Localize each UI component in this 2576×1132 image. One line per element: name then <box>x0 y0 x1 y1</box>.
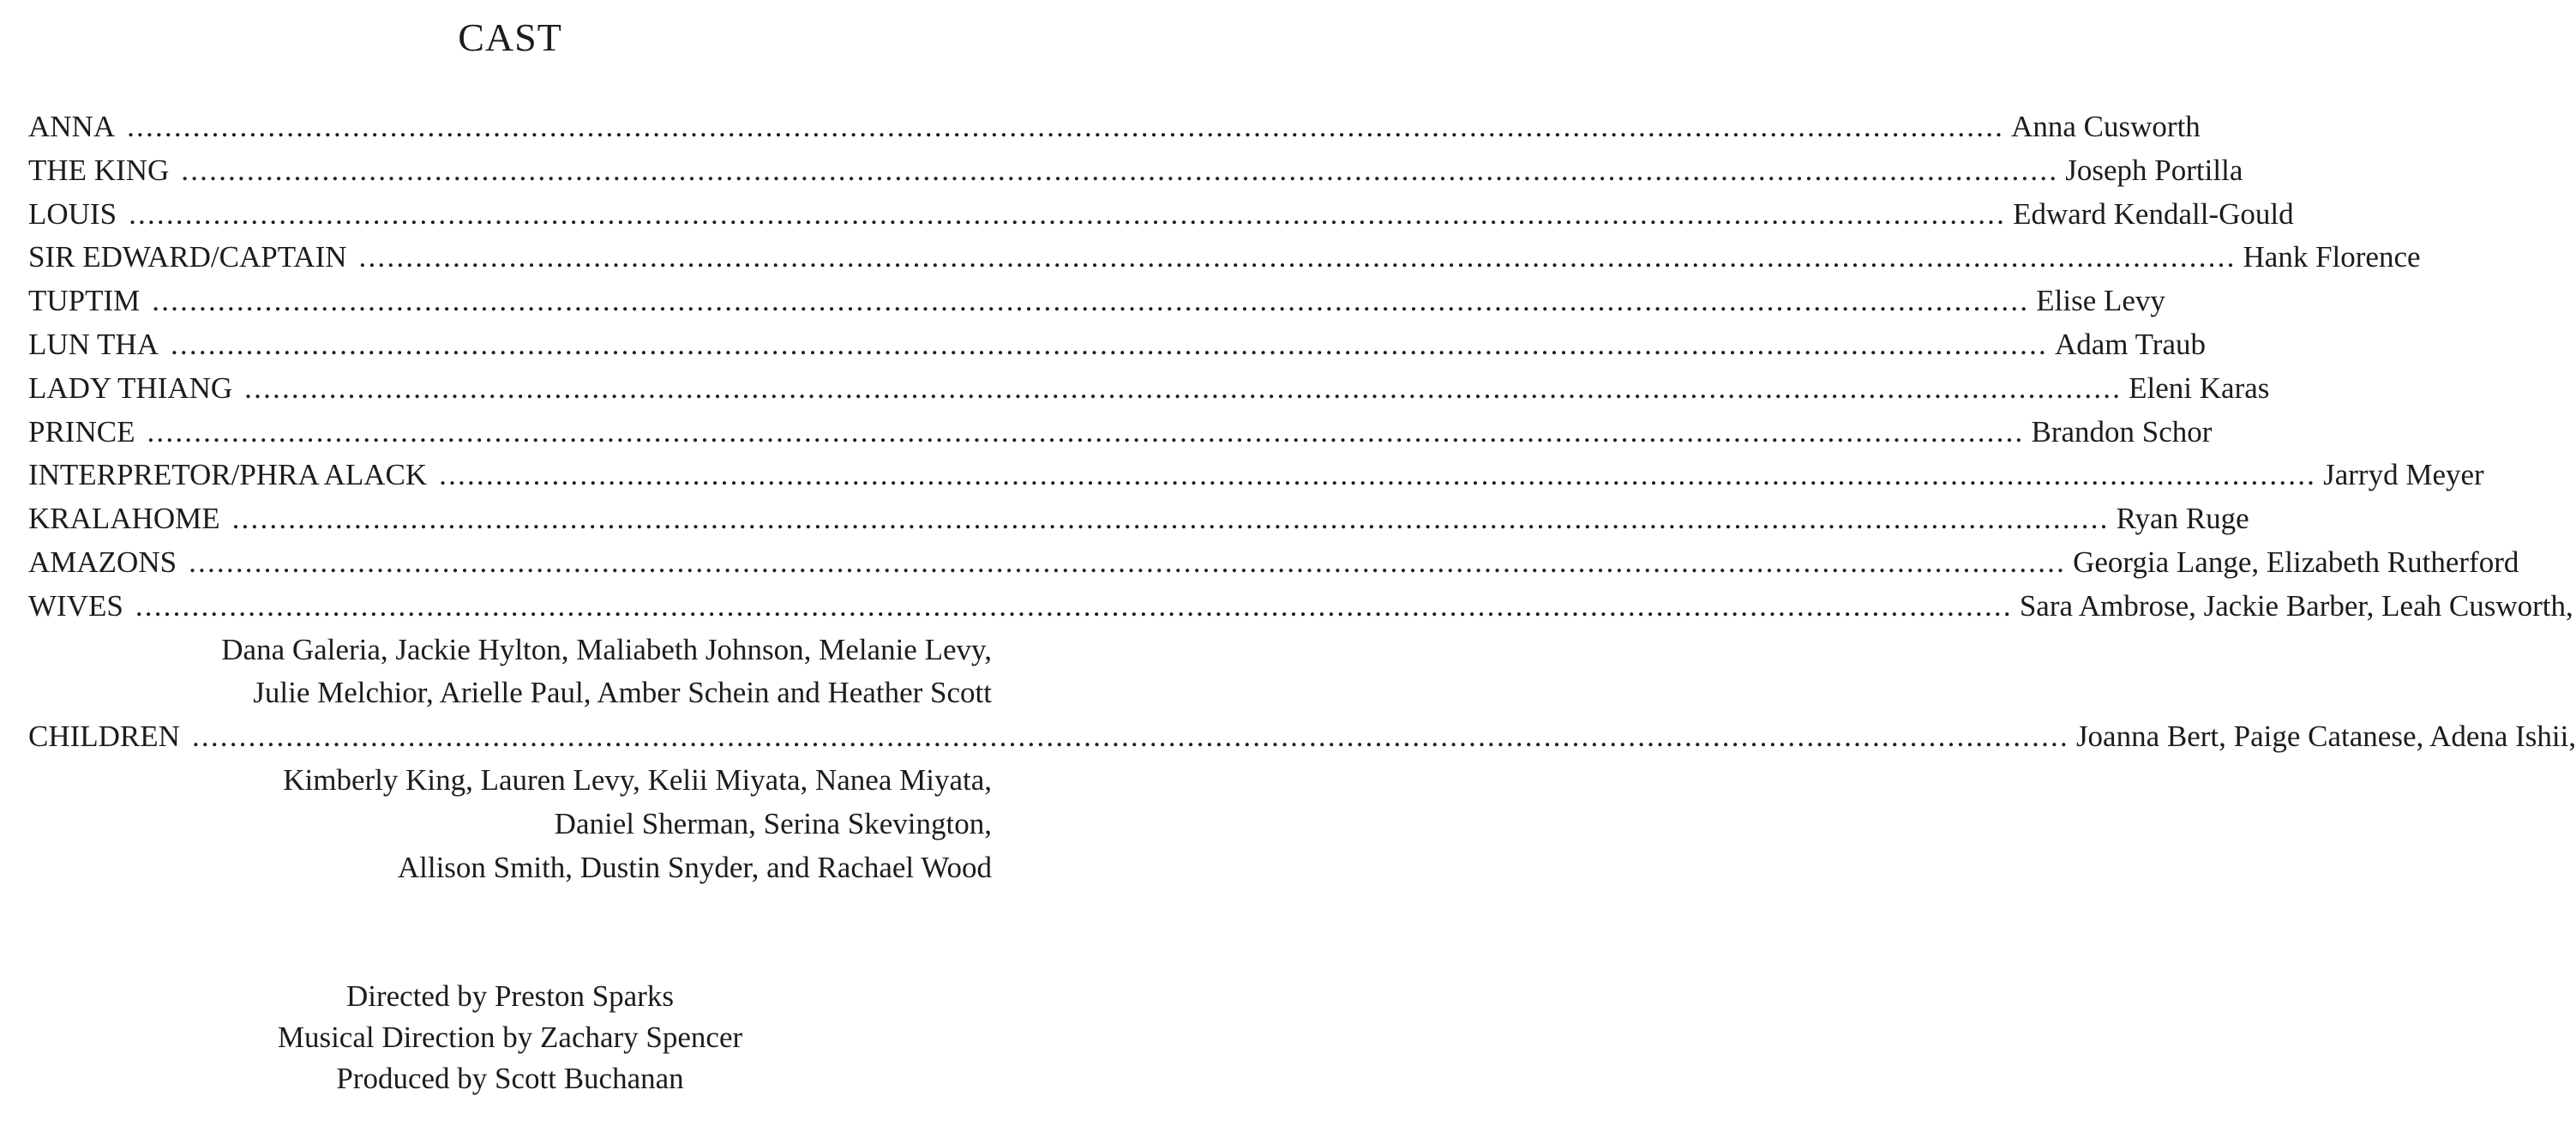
dot-leader: ........................................................................................................................................................................................................ <box>181 153 2059 187</box>
dot-leader: ........................................................................................................................................................................................................ <box>191 720 2069 754</box>
dot-leader: ........................................................................................................................................................................................................ <box>170 327 2048 361</box>
dot-leader: ........................................................................................................................................................................................................ <box>135 588 2013 623</box>
dot-leader: ........................................................................................................................................................................................................ <box>152 284 2030 318</box>
actor-name: Elise Levy <box>2036 284 2165 318</box>
cast-row-sir-edward <box>28 236 2421 280</box>
role-name: INTERPRETOR/PHRA ALACK <box>28 458 428 492</box>
cast-row-anna <box>28 105 2201 149</box>
role-name: ANNA <box>28 110 116 143</box>
musical-director-credit: Musical Direction by Zachary Spencer <box>277 1021 743 1054</box>
cast-row-louis <box>28 193 2294 237</box>
role-name: TUPTIM <box>28 284 141 318</box>
actor-continuation: Julie Melchior, Arielle Paul, Amber Schein and Heather Scott <box>253 676 992 710</box>
dot-leader: ........................................................................................................................................................................................................ <box>129 196 2007 231</box>
actor-name: Ryan Ruge <box>2116 502 2249 536</box>
actor-name: Jarryd Meyer <box>2323 458 2484 492</box>
role-name: LOUIS <box>28 196 117 231</box>
cast-row-wives <box>28 585 2573 629</box>
actor-name: Hank Florence <box>2243 240 2421 274</box>
cast-row-lun-tha <box>28 323 2206 367</box>
dot-leader: ........................................................................................................................................................................................................ <box>231 502 2110 536</box>
actor-continuation: Kimberly King, Lauren Levy, Kelii Miyata, Nanea Miyata, <box>283 762 992 797</box>
role-name: THE KING <box>28 153 170 187</box>
actor-continuation: Allison Smith, Dustin Snyder, and Rachael Wood <box>397 850 992 884</box>
dot-leader: ........................................................................................................................................................................................................ <box>147 414 2025 449</box>
actor-name: Edward Kendall-Gould <box>2013 196 2294 231</box>
cast-list <box>28 105 2576 889</box>
role-name: SIR EDWARD/CAPTAIN <box>28 240 347 274</box>
dot-leader: ........................................................................................................................................................................................................ <box>127 110 2005 143</box>
actor-name: Joanna Bert, Paige Catanese, Adena Ishii, <box>2075 720 2576 754</box>
actor-name: Joseph Portilla <box>2065 153 2243 187</box>
page-title: CAST <box>458 15 562 59</box>
role-name: LUN THA <box>28 327 159 361</box>
actor-name: Anna Cusworth <box>2011 110 2201 143</box>
actor-name: Brandon Schor <box>2031 414 2213 449</box>
role-name: PRINCE <box>28 414 135 449</box>
dot-leader: ........................................................................................................................................................................................................ <box>189 545 2067 579</box>
actor-name: Georgia Lange, Elizabeth Rutherford <box>2073 545 2519 579</box>
cast-row-children <box>28 715 2576 759</box>
dot-leader: ........................................................................................................................................................................................................ <box>358 240 2237 274</box>
actor-name: Adam Traub <box>2054 327 2206 361</box>
cast-row-prince <box>28 411 2213 455</box>
role-name: AMAZONS <box>28 545 177 579</box>
dot-leader: ........................................................................................................................................................................................................ <box>439 458 2317 492</box>
production-credits <box>0 976 1020 1099</box>
producer-credit: Produced by Scott Buchanan <box>336 1062 684 1095</box>
dot-leader: ........................................................................................................................................................................................................ <box>244 370 2123 405</box>
cast-row-lady-thiang <box>28 367 2270 411</box>
actor-name: Sara Ambrose, Jackie Barber, Leah Cusworth, <box>2019 588 2573 623</box>
role-name: LADY THIANG <box>28 370 233 405</box>
actor-continuation: Daniel Sherman, Serina Skevington, <box>554 806 992 840</box>
cast-row-interpretor <box>28 454 2484 497</box>
role-name: KRALAHOME <box>28 502 220 536</box>
cast-row-kralahome <box>28 497 2249 541</box>
director-credit: Directed by Preston Sparks <box>345 979 674 1013</box>
cast-row-tuptim <box>28 280 2165 323</box>
cast-row-the-king <box>28 149 2243 193</box>
role-name: CHILDREN <box>28 720 180 754</box>
role-name: WIVES <box>28 588 123 623</box>
cast-row-amazons <box>28 541 2519 585</box>
actor-continuation: Dana Galeria, Jackie Hylton, Maliabeth Johnson, Melanie Levy, <box>221 632 992 666</box>
actor-name: Eleni Karas <box>2129 370 2270 405</box>
